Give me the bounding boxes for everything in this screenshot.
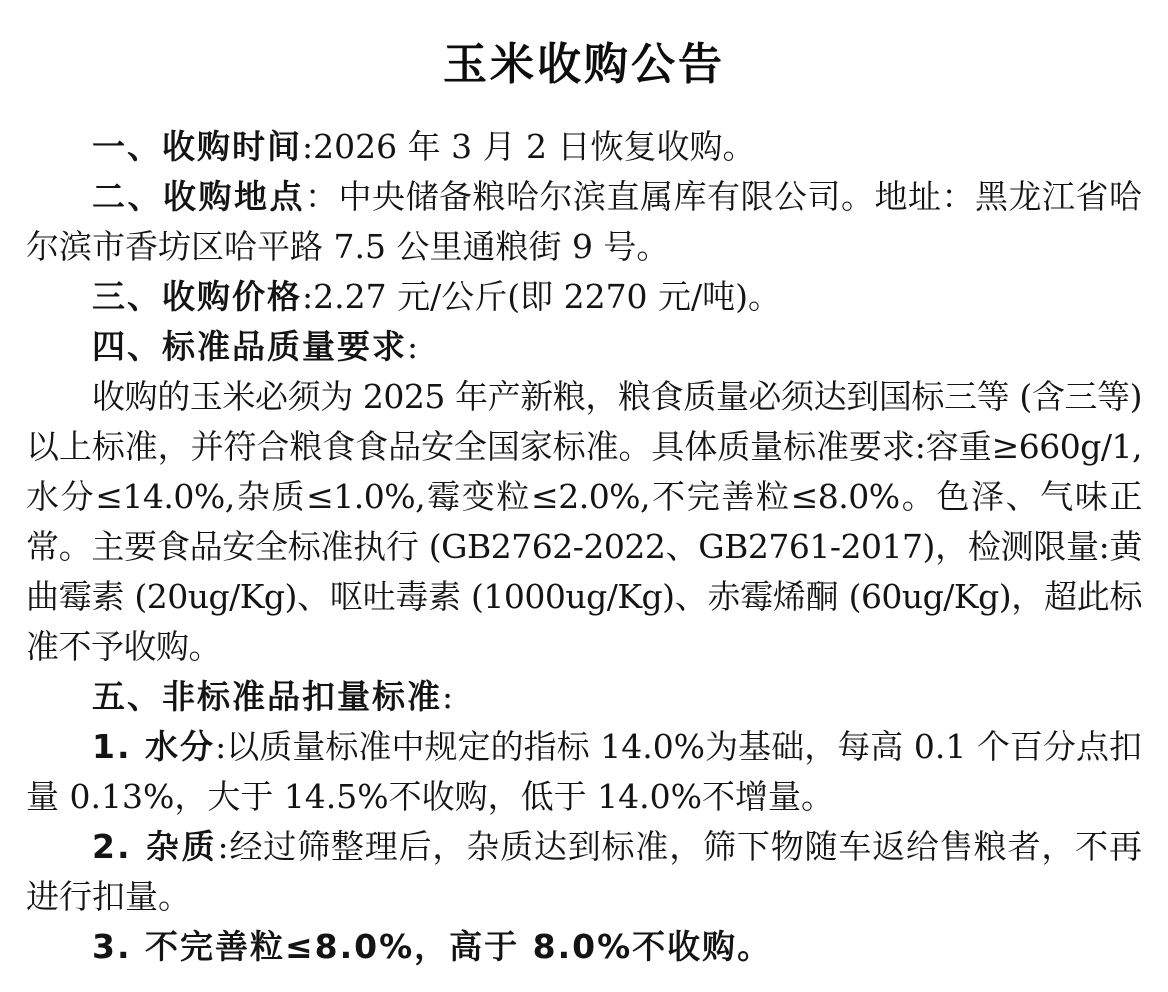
section-standard-quality-heading	[26, 322, 1142, 372]
section-separator-purchase-price: :	[302, 277, 314, 316]
item-text-impurity: 经过筛整理后，杂质达到标准，筛下物随车返给售粮者，不再进行扣量。	[26, 827, 1142, 916]
section-separator-nonstandard-deduction: :	[442, 677, 454, 716]
item-separator-impurity: :	[217, 827, 229, 866]
section-text-purchase-time: 2026 年 3 月 2 日恢复收购。	[313, 127, 756, 166]
section-label-standard-quality: 四、标准品质量要求	[92, 327, 407, 366]
section-label-purchase-location: 二、收购地点	[92, 177, 305, 216]
item-text-moisture: 以质量标准中规定的指标 14.0%为基础，每高 0.1 个百分点扣量 0.13%，大于 14.5%不收购，低于 14.0%不增量。	[26, 727, 1142, 816]
item-imperfect-grain	[26, 922, 1142, 972]
item-label-moisture: 1. 水分	[92, 727, 216, 766]
item-label-imperfect-grain: 3. 不完善粒≤8.0%，高于 8.0%不收购。	[92, 927, 773, 966]
item-label-impurity: 2. 杂质	[92, 827, 218, 866]
page-title: 玉米收购公告	[443, 39, 725, 90]
section-nonstandard-heading	[26, 672, 1142, 722]
section-label-purchase-price: 三、收购价格	[92, 277, 302, 316]
section-text-purchase-price: 2.27 元/公斤(即 2270 元/吨)。	[313, 277, 782, 316]
section-standard-quality-body: 收购的玉米必须为 2025 年产新粮，粮食质量必须达到国标三等 (含三等) 以上标准，并符合粮食食品安全国家标准。具体质量标准要求:容重≥660g/1,水分≤14.0%,杂质≤1.0%,霉变粒≤2.0%,不完善粒≤8.0%。色泽、气味正常。主要食品安全标准执行 (GB2762-2022、GB2761-2017)，检测限量:黄曲霉素 (20ug/Kg)、呕吐毒素 (1000ug/Kg)、赤霉烯酮 (60ug/Kg)，超此标准不予收购。	[26, 377, 1142, 666]
item-separator-moisture: :	[215, 727, 227, 766]
section-purchase-location	[26, 172, 1142, 272]
section-label-purchase-time: 一、收购时间	[92, 127, 302, 166]
document-body	[26, 122, 1142, 972]
section-separator-standard-quality: :	[407, 327, 419, 366]
section-separator-purchase-time: :	[302, 127, 314, 166]
item-impurity	[26, 822, 1142, 922]
section-label-nonstandard-deduction: 五、非标准品扣量标准	[92, 677, 442, 716]
section-separator-purchase-location: ：	[305, 177, 339, 216]
section-purchase-time	[26, 122, 1142, 172]
section-text-purchase-location: 中央储备粮哈尔滨直属库有限公司。地址：黑龙江省哈尔滨市香坊区哈平路 7.5 公里通粮街 9 号。	[26, 177, 1142, 266]
section-purchase-price	[26, 272, 1142, 322]
item-moisture	[26, 722, 1142, 822]
